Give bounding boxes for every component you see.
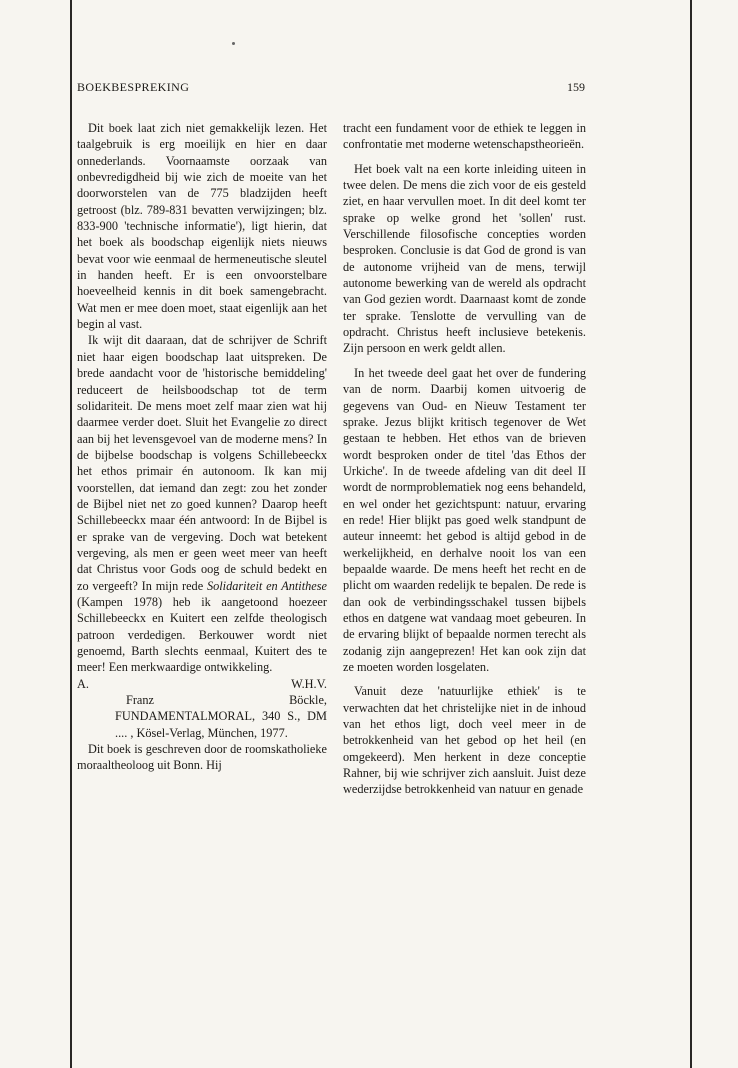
book-title-italic: Solidariteit en Antithese bbox=[206, 578, 327, 593]
right-paragraph-2: Het boek valt na een korte inleiding uiteen in twee delen. De mens die zich voor de eis gesteld ziet, en haar vervullen moet. In dit deel komt ter sprake op welke grond het 'sollen' rust. Verschillende filosofische concepties worden besproken. Conclusie is dat God de grond is van de autonome vrijheid van de mens, terwijl autonome bewerking van de wereld als opdracht van God gezien wordt. Daarnaast komt de zonde ter sprake. Tenslotte de vervulling van de opdracht. Christus heeft inclusieve betekenis. Zijn persoon en werk geldt allen. bbox=[343, 161, 586, 356]
section-title: BOEKBESPREKING bbox=[77, 80, 190, 94]
book-citation: Franz Böckle, FUNDAMENTALMORAL, 340 S., DM .... , Kösel-Verlag, München, 1977. bbox=[115, 693, 327, 740]
left-paragraph-1: Dit boek laat zich niet gemakkelijk lezen. Het taalgebruik is erg moeilijk en hier en daar onnederlands. Voornaamste oorzaak van onbevredigdheid bij wie zich de moeite van het doorworstelen van de 775 bladzijden heeft getroost (blz. 789-831 bevatten verwijzingen; blz. 833-900 'technische informatie'), ligt hierin, dat het boek als boodschap eigenlijk niets nieuws bevat voor wie eenmaal de hermeneutische sleutel in handen heeft. Er is een onvoorstelbare hoeveelheid kennis in dit boek samengebracht. Wat men er mee doen moet, staat eigenlijk aan het begin al vast. bbox=[77, 121, 327, 332]
left-column bbox=[77, 120, 327, 774]
right-column bbox=[343, 120, 586, 798]
right-paragraph-4: Vanuit deze 'natuurlijke ethiek' is te verwachten dat het christelijke niet in de inhoud van het ethos ligt, doch veel meer in de betrokkenheid van het gebod op het heil (en omgekeerd). Men herkent in deze conceptie Rahner, bij wie schrijver zich aansluit. Juist deze wederzijdse betrokkenheid van natuur en genade bbox=[343, 684, 586, 797]
speck bbox=[232, 42, 235, 45]
page-edge-left bbox=[70, 0, 72, 1068]
right-paragraph-3: In het tweede deel gaat het over de fundering van de norm. Daarbij komen uitvoerig de gegevens van Oud- en Nieuw Testament ter sprake. Jezus blijkt kritisch tegenover de Wet gestaan te hebben. Het ethos van de brieven wordt besproken onder de titel 'das Ethos der Urkiche'. In de tweede afdeling van dit deel II wordt de normproblematiek nog eens behandeld, en wel onder het gezichtspunt: natuur, ervaring en rede! Hier blijkt pas goed welk standpunt de auteur inneemt: het gebod is altijd gebod in de werkelijkheid, en derhalve nooit los van een bepaalde waarde. De mens heeft het recht en de plicht om waarden redelijk te bepalen. De rede is dan ook de verbindingsschakel tussen bijbels ethos en datgene wat vandaag moet gebeuren. In de ervaring blijkt of bepaalde normen terecht als zodanig zijn aangeprezen! Het kan ook zijn dat ze moeten worden losgelaten. bbox=[343, 365, 586, 674]
left-paragraph-2-text-a: Ik wijt dit daaraan, dat de schrijver de Schrift niet haar eigen boodschap laat uitspreken. De brede aandacht voor de 'historische bemiddeling' reduceert de heilsboodschap tot de term solidariteit. De mens moet zelf maar zien wat hij daarmee verder doet. Sluit het Evangelie zo direct aan bij het levensgevoel van de moderne mens? In de bijbelse boodschap is volgens Schillebeeckx het ethos primair én autonoom. Ik kan mij voorstellen, dat iemand dan zegt: zou het zonder de Bijbel niet net zo goed kunnen? Daarop heeft Schillebeeckx maar één antwoord: In de Bijbel is er sprake van de vergeving. Doch wat betekent vergeving, als men er geen weet meer van heeft dat Christus voor Gods oog de schuld bedekt en zo vergeeft? In mijn rede bbox=[77, 333, 327, 593]
left-paragraph-2 bbox=[77, 332, 327, 675]
review-signature bbox=[77, 676, 327, 692]
right-paragraph-1: tracht een fundament voor de ethiek te leggen in confrontatie met moderne wetenschapstheorieën. bbox=[343, 121, 586, 152]
page-edge-right bbox=[690, 0, 692, 1068]
left-paragraph-2-text-b: (Kampen 1978) heb ik aangetoond hoezeer Schillebeeckx en Kuitert een zelfde theologisch patroon verdedigen. Berkouwer wordt niet genoemd, Barth slechts eenmaal, Kuitert des te meer! Een merkwaardige ontwikkeling. bbox=[77, 594, 327, 675]
page-number: 159 bbox=[567, 80, 585, 94]
running-header bbox=[77, 80, 585, 98]
signature-initial: A. bbox=[77, 676, 89, 691]
signature-author: W.H.V. bbox=[291, 676, 327, 691]
left-paragraph-3: Dit boek is geschreven door de roomskatholieke moraaltheoloog uit Bonn. Hij bbox=[77, 742, 327, 773]
